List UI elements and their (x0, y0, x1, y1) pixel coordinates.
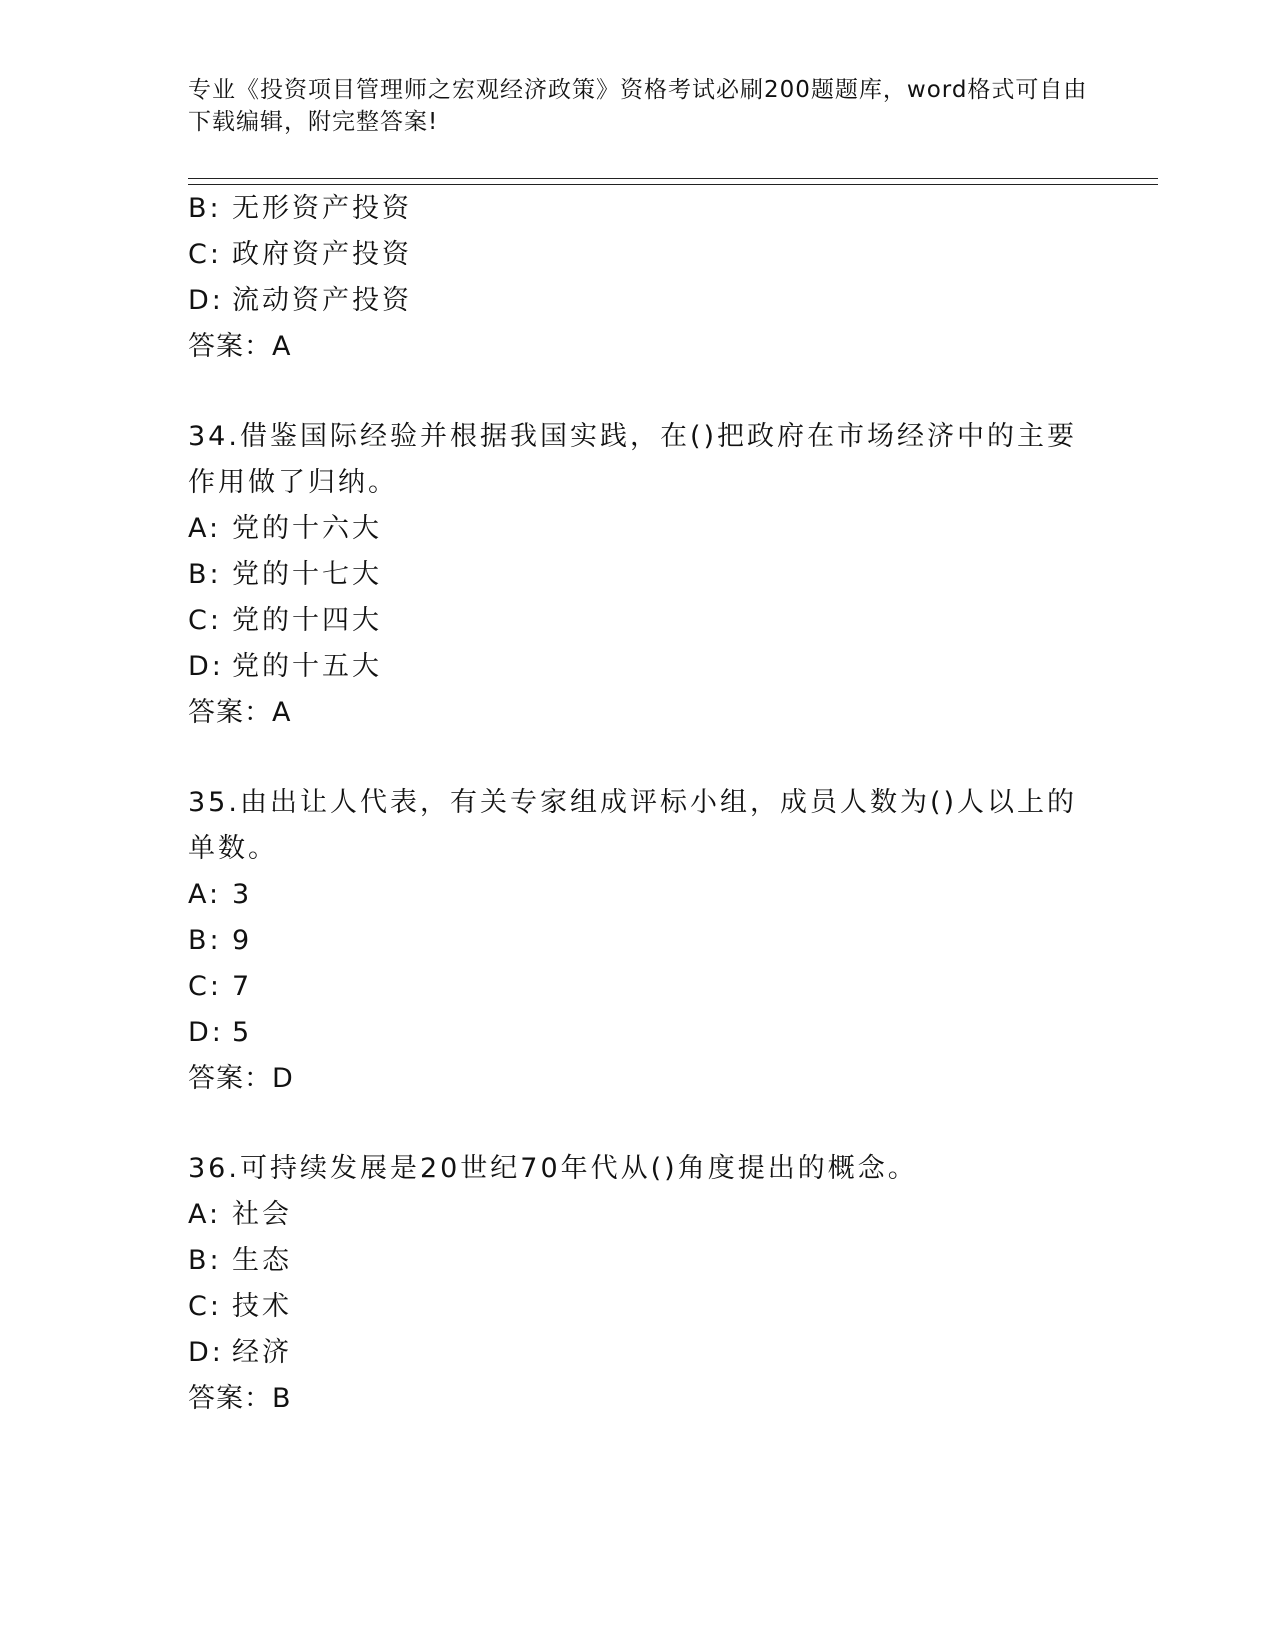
question-34 (188, 414, 1088, 736)
option-b (188, 1238, 1088, 1284)
option-d (188, 278, 1088, 324)
option-text: 党的十四大 (232, 605, 382, 636)
option-a (188, 872, 1088, 918)
option-a (188, 506, 1088, 552)
option-text: 流动资产投资 (232, 285, 412, 316)
option-key: C: (188, 1291, 222, 1322)
option-text: 3 (232, 879, 253, 910)
question-stem: 35.由出让人代表，有关专家组成评标小组，成员人数为()人以上的单数。 (188, 787, 1078, 864)
question-stem: 36.可持续发展是20世纪70年代从()角度提出的概念。 (188, 1153, 918, 1184)
answer-line: 答案：D (188, 1063, 294, 1094)
option-text: 社会 (232, 1199, 292, 1230)
option-key: B: (188, 193, 222, 224)
option-key: D: (188, 1017, 224, 1048)
option-key: A: (188, 879, 222, 910)
document-header: 专业《投资项目管理师之宏观经济政策》资格考试必刷200题题库，word格式可自由下载编辑，附完整答案! (188, 77, 1088, 135)
question-partial (188, 186, 1088, 370)
option-key: B: (188, 559, 222, 590)
option-a (188, 1192, 1088, 1238)
question-list (188, 186, 1088, 1422)
option-b (188, 552, 1088, 598)
option-key: A: (188, 1199, 222, 1230)
option-d (188, 1010, 1088, 1056)
option-text: 经济 (232, 1337, 292, 1368)
option-c (188, 964, 1088, 1010)
option-text: 5 (232, 1017, 253, 1048)
header-rule-top (188, 178, 1158, 179)
option-b (188, 186, 1088, 232)
option-text: 无形资产投资 (232, 193, 412, 224)
header-rule-bottom (188, 184, 1158, 185)
option-key: A: (188, 513, 222, 544)
question-35 (188, 780, 1088, 1102)
option-key: D: (188, 285, 224, 316)
option-b (188, 918, 1088, 964)
option-text: 党的十七大 (232, 559, 382, 590)
option-text: 7 (232, 971, 253, 1002)
option-c (188, 232, 1088, 278)
question-stem: 34.借鉴国际经验并根据我国实践，在()把政府在市场经济中的主要作用做了归纳。 (188, 421, 1078, 498)
option-key: D: (188, 1337, 224, 1368)
option-text: 政府资产投资 (232, 239, 412, 270)
option-text: 9 (232, 925, 253, 956)
answer-line: 答案：B (188, 1383, 292, 1414)
option-key: C: (188, 971, 222, 1002)
option-c (188, 598, 1088, 644)
option-d (188, 644, 1088, 690)
answer-line: 答案：A (188, 331, 292, 362)
option-text: 生态 (232, 1245, 292, 1276)
option-c (188, 1284, 1088, 1330)
option-d (188, 1330, 1088, 1376)
answer-line: 答案：A (188, 697, 292, 728)
option-text: 技术 (232, 1291, 292, 1322)
option-text: 党的十五大 (232, 651, 382, 682)
question-36 (188, 1146, 1088, 1422)
option-key: D: (188, 651, 224, 682)
option-text: 党的十六大 (232, 513, 382, 544)
option-key: B: (188, 1245, 222, 1276)
option-key: B: (188, 925, 222, 956)
option-key: C: (188, 239, 222, 270)
option-key: C: (188, 605, 222, 636)
